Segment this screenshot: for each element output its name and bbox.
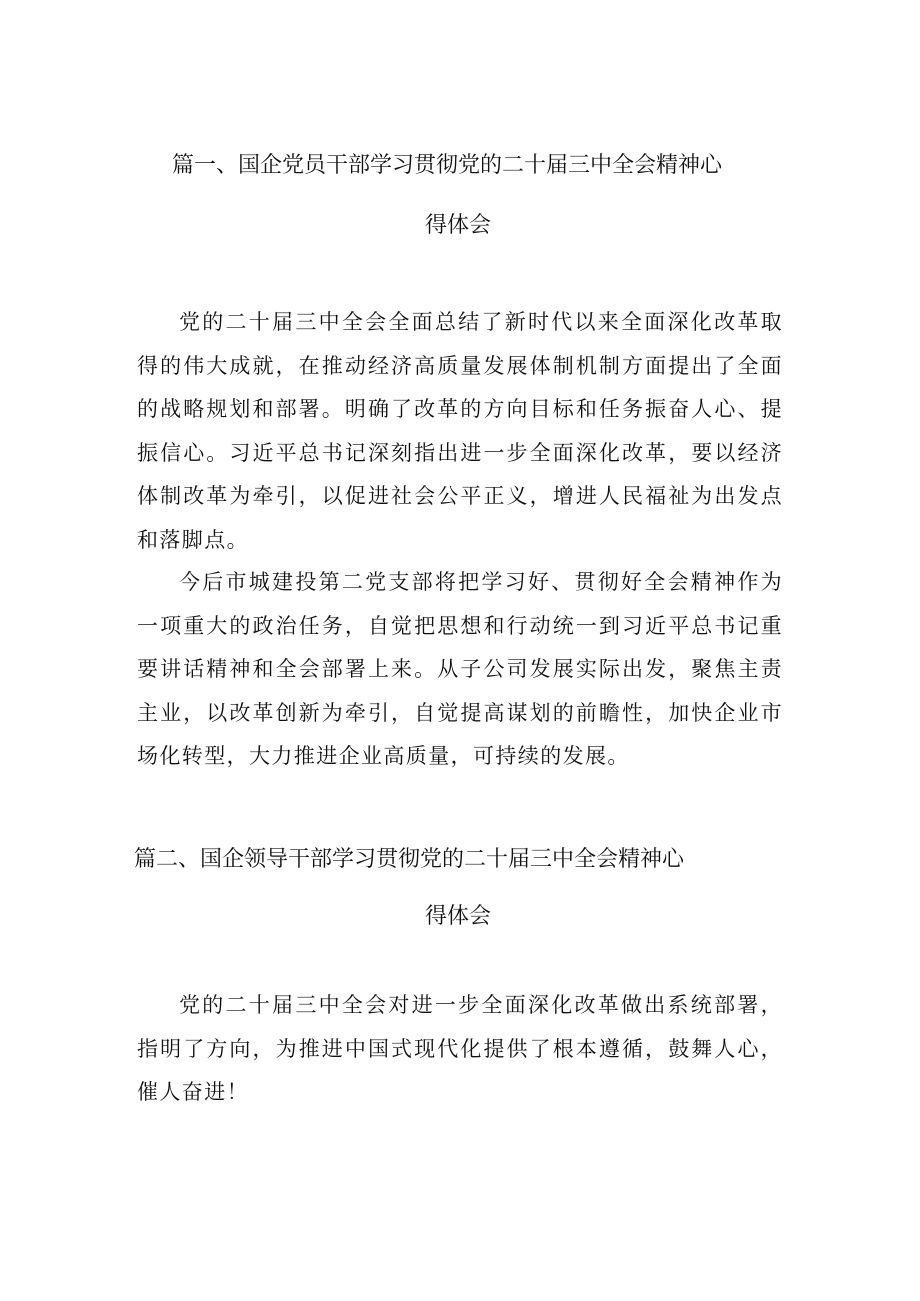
article2-title-line2: 得体会 <box>425 904 492 929</box>
article1-paragraph-2: 今后市城建投第二党支部将把学习好、贯彻好全会精神作为一项重大的政治任务，自觉把思想和行动统一到习近平总书记重要讲话精神和全会部署上来。从子公司发展实际出发，聚焦主责主业，以改革创新为牵引，自觉提高谋划的前瞻性，加快企业市场化转型，大力推进企业高质量，可持续的发展。 <box>137 570 783 768</box>
article1-title-line1: 篇一、国企党员干部学习贯彻党的二十届三中全会精神心 <box>172 153 723 178</box>
article1-title-line2: 得体会 <box>425 213 492 238</box>
article2-title-line1: 篇二、国企领导干部学习贯彻党的二十届三中全会精神心 <box>134 847 685 872</box>
article1-paragraph-1: 党的二十届三中全会全面总结了新时代以来全面深化改革取得的伟大成就，在推动经济高质量发展体制机制方面提出了全面的战略规划和部署。明确了改革的方向目标和任务振奋人心、提振信心。习近平总书记深刻指出进一步全面深化改革，要以经济体制改革为牵引，以促进社会公平正义，增进人民福祉为出发点和落脚点。 <box>137 310 783 552</box>
article2-paragraph-1: 党的二十届三中全会对进一步全面深化改革做出系统部署，指明了方向，为推进中国式现代化提供了根本遵循，鼓舞人心，催人奋进！ <box>137 993 783 1104</box>
